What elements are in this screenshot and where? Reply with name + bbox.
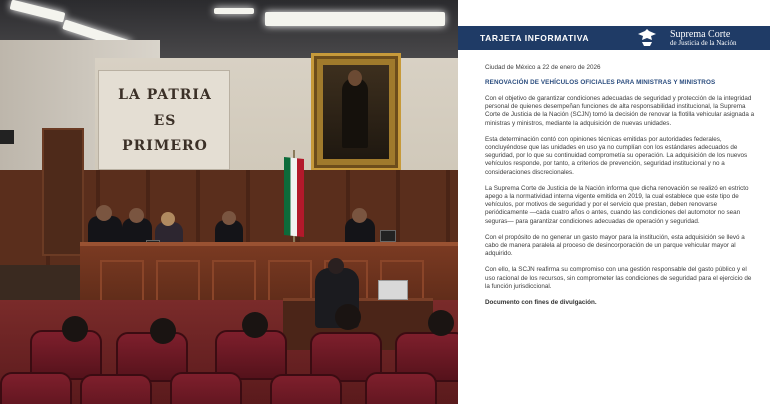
paragraph-3: La Suprema Corte de Justicia de la Nación informa que dicha renovación se realizó en estricto apego a la normatividad interna vigente emitida en 2019, la cual establece que este tipo de vehículos, por motivos de seguridad y por el servicio que prestan, deben renovarse periódicamente —cada cuatro años o antes, cuando las condiciones del automotor no sean seguras— para garantizar condiciones adecuadas de operación y seguridad. [485,184,749,225]
audience-head [335,304,361,330]
doorway [42,128,84,256]
dateline: Ciudad de México a 22 de enero de 2026 [485,64,601,71]
ceiling-light [10,0,66,23]
paragraph-2: Esta determinación contó con opiniones técnicas emitidas por autoridades federales, concluyéndose que las unidades en uso ya no cumplían con los estándares adecuados de seguridad, por lo que su continuidad comprometía su operación. La adquisición de los nuevos vehículos responde, por tanto, a criterios de prevención, seguridad institucional y no a consideraciones discrecionales. [485,135,748,176]
audience-head [62,316,88,342]
audience-seat [170,372,242,404]
headline: RENOVACIÓN DE VEHÍCULOS OFICIALES PARA MINISTRAS Y MINISTROS [485,79,716,86]
laptop [378,280,408,300]
audience-seat [0,372,72,404]
card-label: TARJETA INFORMATIVA [480,33,590,43]
motto-inscription [98,70,230,170]
audience-head [242,312,268,338]
audience-seat [80,374,152,404]
eagle-emblem-icon [636,28,658,48]
motto-line-2: ES [153,113,177,129]
footer-note: Documento con fines de divulgación. [485,299,597,307]
audience-seat [365,372,437,404]
paragraph-4: Con el propósito de no generar un gasto mayor para la institución, esta adquisición se llevó a cabo de manera paralela al proceso de desincorporación de un parque vehicular mayor al adquirido. [485,233,745,258]
card-header [458,26,770,50]
portrait-figure [342,78,368,148]
logo-subtitle: de Justicia de la Nación [670,39,737,47]
ceiling-light [265,12,445,26]
paragraph-5: Con ello, la SCJN reafirma su compromiso con una gestión responsable del gasto público y el uso racional de los recursos, sin comprometer las condiciones de seguridad para el ejercicio de la función jurisdiccional. [485,266,752,290]
paragraph-1: Con el objetivo de garantizar condiciones adecuadas de seguridad y protección de la integridad personal de quienes desempeñan funciones de alta responsabilidad institucional, la Suprema Corte de Justicia de la Nación (SCJN) tomó la decisión de renovar la flotilla vehicular asignada a ministras y ministros, mediante la adquisición de nuevas unidades. [485,95,755,127]
ceiling-light [214,8,254,14]
camera-icon [0,130,14,144]
scjn-logo [636,28,764,48]
card-body [485,64,755,307]
portrait-painting [311,53,401,171]
audience-seat [270,374,342,404]
audience-head [428,310,454,336]
information-card [458,0,770,404]
motto-line-1: LA PATRIA [118,87,212,103]
motto-line-3: PRIMERO [122,138,208,154]
mexican-flag [284,157,304,237]
audience-head [150,318,176,344]
monitor [380,230,396,242]
logo-title: Suprema Corte [670,29,731,40]
